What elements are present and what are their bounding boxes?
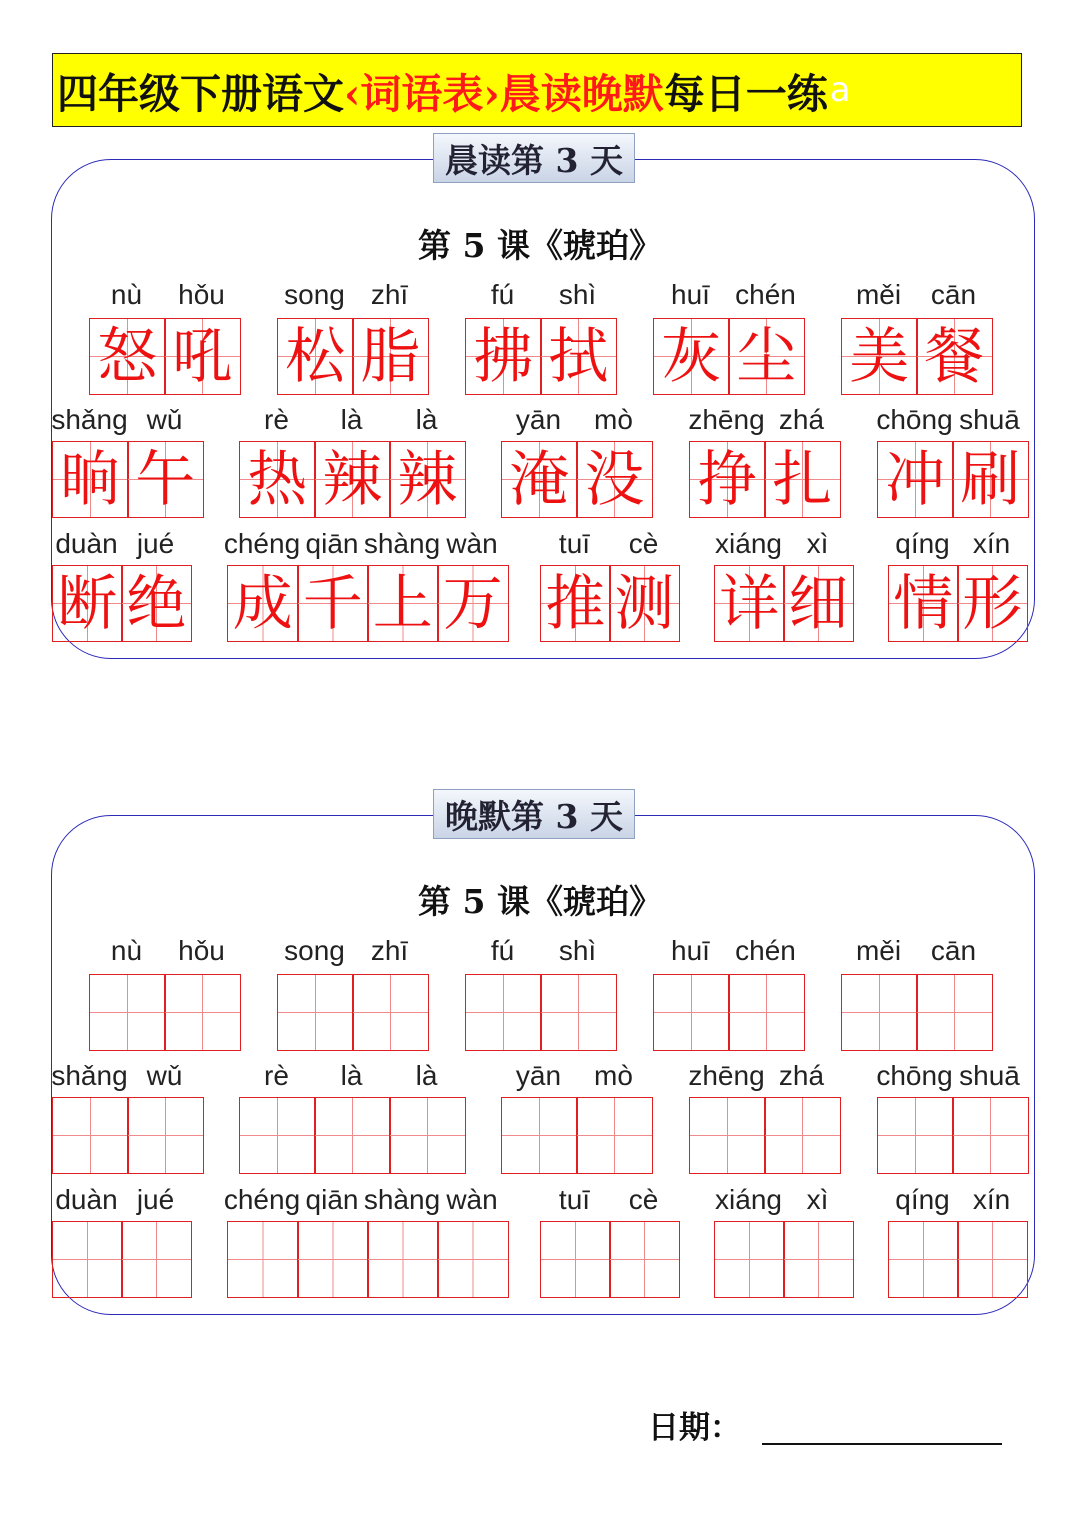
pinyin-syllable: wàn <box>446 528 498 559</box>
pinyin-syllable: huī <box>671 935 710 966</box>
writing-cell[interactable] <box>877 1097 954 1174</box>
evening-lesson-title: 第 5 课《琥珀》 <box>418 882 662 921</box>
tianzige-boxes <box>689 441 841 518</box>
word-item <box>714 1184 852 1298</box>
pinyin-syllable: shàng <box>363 528 441 559</box>
character-cell: 推 <box>540 565 611 642</box>
word-item <box>841 279 991 395</box>
character-cell: 拂 <box>465 318 542 395</box>
tianzige-boxes <box>501 1097 653 1174</box>
word-item <box>689 1060 839 1174</box>
pinyin-syllable: shì <box>558 279 597 310</box>
character-cell: 灰 <box>653 318 730 395</box>
word-item <box>52 404 202 518</box>
pinyin-syllable: měi <box>855 935 902 966</box>
character-cell: 没 <box>576 441 653 518</box>
pinyin-syllable: duàn <box>55 1184 118 1215</box>
writing-cell[interactable] <box>841 974 918 1051</box>
tianzige-boxes <box>540 1221 680 1298</box>
writing-cell[interactable] <box>501 1097 578 1174</box>
character-cell: 绝 <box>121 565 192 642</box>
pinyin-syllable: hǒu <box>178 279 225 310</box>
pinyin-syllable: duàn <box>55 528 118 559</box>
character-cell: 万 <box>437 565 509 642</box>
tianzige-boxes <box>501 441 653 518</box>
pinyin-syllable: chén <box>735 279 796 310</box>
word-item <box>501 1060 651 1174</box>
pinyin-syllable: là <box>415 1060 438 1091</box>
pinyin-syllable: mò <box>594 404 633 435</box>
pinyin-syllable: rè <box>264 404 289 435</box>
pinyin-syllable: tuī <box>558 528 591 559</box>
writing-cell[interactable] <box>52 1097 129 1174</box>
pinyin-syllable: yān <box>515 404 562 435</box>
pinyin-syllable: zhī <box>370 279 409 310</box>
pinyin-syllable: wǔ <box>146 404 183 435</box>
tianzige-boxes <box>841 974 993 1051</box>
tianzige-boxes <box>888 1221 1028 1298</box>
character-cell: 挣 <box>689 441 766 518</box>
pinyin-syllable: là <box>340 404 363 435</box>
tianzige-boxes <box>465 318 617 395</box>
pinyin-syllable: jué <box>136 528 175 559</box>
writing-cell[interactable] <box>888 1221 959 1298</box>
writing-cell[interactable] <box>52 1221 123 1298</box>
tianzige-boxes <box>227 565 509 642</box>
tianzige-boxes <box>540 565 680 642</box>
word-item <box>888 1184 1026 1298</box>
word-item <box>89 935 239 1051</box>
word-item <box>465 935 615 1051</box>
character-cell: 成 <box>227 565 299 642</box>
writing-cell[interactable] <box>952 1097 1029 1174</box>
pinyin-syllable: cān <box>930 279 977 310</box>
writing-cell[interactable] <box>389 1097 466 1174</box>
pinyin-syllable: jué <box>136 1184 175 1215</box>
title-part-topic: ‹词语表›晨读晚默 <box>344 69 664 118</box>
pinyin-syllable: yān <box>515 1060 562 1091</box>
pinyin-syllable: shǎng <box>51 1060 128 1091</box>
tianzige-boxes <box>89 318 241 395</box>
pinyin-syllable: xiáng <box>715 528 782 559</box>
character-cell: 尘 <box>728 318 805 395</box>
word-item <box>501 404 651 518</box>
writing-cell[interactable] <box>164 974 241 1051</box>
word-item <box>277 935 427 1051</box>
tianzige-boxes <box>653 974 805 1051</box>
pinyin-syllable: měi <box>855 279 902 310</box>
pinyin-syllable: zhá <box>778 1060 825 1091</box>
tianzige-boxes <box>52 1221 192 1298</box>
character-cell: 细 <box>783 565 854 642</box>
pinyin-syllable: zhēng <box>688 1060 765 1091</box>
tianzige-boxes <box>689 1097 841 1174</box>
tianzige-boxes <box>277 974 429 1051</box>
character-cell: 脂 <box>352 318 429 395</box>
writing-cell[interactable] <box>437 1221 509 1298</box>
writing-cell[interactable] <box>352 974 429 1051</box>
word-item <box>540 1184 678 1298</box>
character-cell: 情 <box>888 565 959 642</box>
tianzige-boxes <box>714 565 854 642</box>
pinyin-syllable: shuā <box>959 1060 1020 1091</box>
pinyin-syllable: shǎng <box>51 404 128 435</box>
pinyin-syllable: cè <box>628 528 659 559</box>
pinyin-syllable: xì <box>806 528 829 559</box>
character-cell: 详 <box>714 565 785 642</box>
pinyin-syllable: zhēng <box>688 404 765 435</box>
pinyin-syllable: wàn <box>446 1184 498 1215</box>
pinyin-syllable: tuī <box>558 1184 591 1215</box>
character-cell: 千 <box>297 565 369 642</box>
writing-cell[interactable] <box>121 1221 192 1298</box>
pinyin-syllable: qiān <box>305 1184 359 1215</box>
pinyin-syllable: fú <box>490 935 515 966</box>
morning-label: 晨读第 3 天 <box>433 133 635 183</box>
tianzige-boxes <box>714 1221 854 1298</box>
writing-cell[interactable] <box>689 1097 766 1174</box>
date-input-line[interactable] <box>762 1443 1002 1445</box>
pinyin-syllable: rè <box>264 1060 289 1091</box>
word-item <box>277 279 427 395</box>
title-part-grade: 四年级下册语文 <box>57 69 344 118</box>
pinyin-syllable: song <box>284 935 345 966</box>
pinyin-syllable: nù <box>110 935 143 966</box>
pinyin-syllable: qíng <box>895 1184 950 1215</box>
tianzige-boxes <box>653 318 805 395</box>
pinyin-syllable: hǒu <box>178 935 225 966</box>
pinyin-syllable: zhī <box>370 935 409 966</box>
writing-cell[interactable] <box>367 1221 439 1298</box>
character-cell: 辣 <box>314 441 391 518</box>
writing-cell[interactable] <box>728 974 805 1051</box>
word-item <box>841 935 991 1051</box>
title-part-daily: 每日一练 <box>663 69 828 118</box>
writing-cell[interactable] <box>239 1097 316 1174</box>
tianzige-boxes <box>239 1097 466 1174</box>
tianzige-boxes <box>52 441 204 518</box>
word-item <box>877 404 1027 518</box>
pinyin-syllable: qiān <box>305 528 359 559</box>
character-cell: 晌 <box>52 441 129 518</box>
pinyin-syllable: xiáng <box>715 1184 782 1215</box>
character-cell: 午 <box>127 441 204 518</box>
tianzige-boxes <box>89 974 241 1051</box>
date-label: 日期： <box>648 1410 741 1446</box>
pinyin-syllable: cān <box>930 935 977 966</box>
pinyin-syllable: là <box>340 1060 363 1091</box>
writing-cell[interactable] <box>540 974 617 1051</box>
character-cell: 形 <box>957 565 1028 642</box>
character-cell: 吼 <box>164 318 241 395</box>
pinyin-syllable: chōng <box>876 1060 953 1091</box>
writing-cell[interactable] <box>227 1221 299 1298</box>
pinyin-syllable: nù <box>110 279 143 310</box>
writing-cell[interactable] <box>540 1221 611 1298</box>
character-cell: 餐 <box>916 318 993 395</box>
evening-label: 晚默第 3 天 <box>433 789 635 839</box>
writing-cell[interactable] <box>465 974 542 1051</box>
character-cell: 刷 <box>952 441 1029 518</box>
word-item <box>223 1184 507 1298</box>
pinyin-syllable: xín <box>972 528 1011 559</box>
tianzige-boxes <box>52 565 192 642</box>
tianzige-boxes <box>465 974 617 1051</box>
word-item <box>689 404 839 518</box>
word-item <box>465 279 615 395</box>
pinyin-syllable: chéng <box>223 528 301 559</box>
pinyin-syllable: chéng <box>223 1184 301 1215</box>
word-item <box>52 1184 190 1298</box>
tianzige-boxes <box>877 1097 1029 1174</box>
pinyin-syllable: song <box>284 279 345 310</box>
writing-cell[interactable] <box>916 974 993 1051</box>
writing-cell[interactable] <box>653 974 730 1051</box>
pinyin-syllable: shuā <box>959 404 1020 435</box>
character-cell: 辣 <box>389 441 466 518</box>
character-cell: 拭 <box>540 318 617 395</box>
word-item <box>52 528 190 642</box>
pinyin-syllable: fú <box>490 279 515 310</box>
character-cell: 松 <box>277 318 354 395</box>
pinyin-syllable: qíng <box>895 528 950 559</box>
character-cell: 上 <box>367 565 439 642</box>
word-item <box>540 528 678 642</box>
writing-cell[interactable] <box>957 1221 1028 1298</box>
writing-cell[interactable] <box>127 1097 204 1174</box>
writing-cell[interactable] <box>714 1221 785 1298</box>
pinyin-syllable: chōng <box>876 404 953 435</box>
writing-cell[interactable] <box>576 1097 653 1174</box>
tianzige-boxes <box>877 441 1029 518</box>
word-item <box>239 404 464 518</box>
word-item <box>888 528 1026 642</box>
writing-cell[interactable] <box>783 1221 854 1298</box>
character-cell: 美 <box>841 318 918 395</box>
word-item <box>239 1060 464 1174</box>
word-item <box>52 1060 202 1174</box>
tianzige-boxes <box>239 441 466 518</box>
character-cell: 断 <box>52 565 123 642</box>
morning-lesson-title: 第 5 课《琥珀》 <box>418 226 662 265</box>
character-cell: 热 <box>239 441 316 518</box>
pinyin-syllable: xín <box>972 1184 1011 1215</box>
tianzige-boxes <box>277 318 429 395</box>
character-cell: 测 <box>609 565 680 642</box>
character-cell: 扎 <box>764 441 841 518</box>
tianzige-boxes <box>227 1221 509 1298</box>
word-item <box>877 1060 1027 1174</box>
pinyin-syllable: huī <box>671 279 710 310</box>
pinyin-syllable: shì <box>558 935 597 966</box>
tianzige-boxes <box>52 1097 204 1174</box>
pinyin-syllable: wǔ <box>146 1060 183 1091</box>
pinyin-syllable: mò <box>594 1060 633 1091</box>
word-item <box>89 279 239 395</box>
writing-cell[interactable] <box>609 1221 680 1298</box>
word-item <box>653 279 803 395</box>
word-item <box>223 528 507 642</box>
word-item <box>714 528 852 642</box>
character-cell: 怒 <box>89 318 166 395</box>
writing-cell[interactable] <box>314 1097 391 1174</box>
writing-cell[interactable] <box>89 974 166 1051</box>
tianzige-boxes <box>888 565 1028 642</box>
character-cell: 冲 <box>877 441 954 518</box>
word-item <box>653 935 803 1051</box>
page-title <box>52 53 1022 127</box>
writing-cell[interactable] <box>764 1097 841 1174</box>
writing-cell[interactable] <box>297 1221 369 1298</box>
tianzige-boxes <box>841 318 993 395</box>
pinyin-syllable: xì <box>806 1184 829 1215</box>
pinyin-syllable: zhá <box>778 404 825 435</box>
title-part-hidden-mark: a <box>829 70 851 110</box>
writing-cell[interactable] <box>277 974 354 1051</box>
pinyin-syllable: chén <box>735 935 796 966</box>
pinyin-syllable: cè <box>628 1184 659 1215</box>
character-cell: 淹 <box>501 441 578 518</box>
pinyin-syllable: là <box>415 404 438 435</box>
pinyin-syllable: shàng <box>363 1184 441 1215</box>
